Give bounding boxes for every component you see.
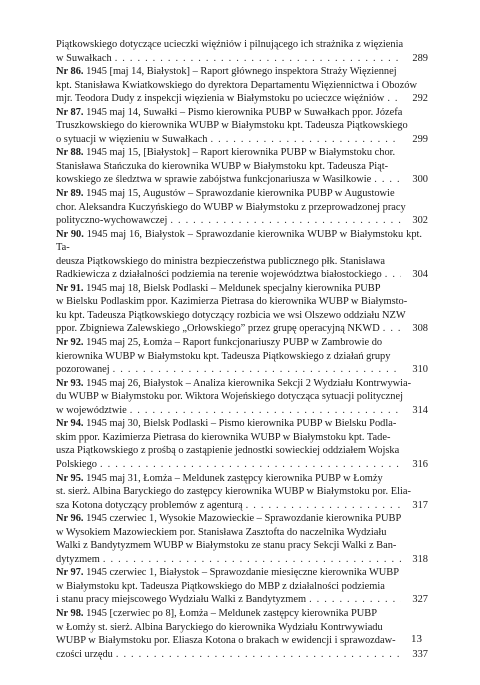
dot-leader (387, 92, 401, 106)
entry-text: pozorowanej (56, 364, 110, 376)
entry-page-number[interactable]: 304 (412, 269, 428, 281)
entry-text-line (56, 255, 422, 269)
entry-text-line (56, 228, 422, 255)
table-of-contents (56, 38, 428, 661)
entry-text-line (56, 201, 422, 215)
entry-text-line (56, 160, 422, 174)
entry-last-line (56, 322, 428, 336)
toc-entry[interactable] (56, 417, 428, 471)
entry-text: usza Piątkowskiego z prośbą o zastąpienie jednostki sowieckiej oddziałem Wojska (56, 445, 400, 457)
entry-page-number[interactable]: 318 (412, 553, 428, 565)
entry-text-line (56, 607, 422, 621)
entry-last-line (56, 133, 428, 147)
entry-last-line (56, 52, 428, 66)
entry-text: w województwie (56, 404, 127, 416)
entry-page-number[interactable]: 337 (412, 648, 428, 660)
entry-text-line (56, 621, 422, 635)
entry-text-line (56, 282, 422, 296)
entry-last-line (56, 173, 428, 187)
entry-text: o sytuacji w więzieniu w Suwałkach (56, 133, 208, 145)
entry-text-line (56, 295, 422, 309)
toc-entry[interactable] (56, 472, 428, 513)
entry-text: Polskiego (56, 458, 97, 470)
entry-text-line (56, 485, 422, 499)
entry-text: 1945 maj 16, Białystok – Sprawozdanie kierownika WUBP w Białymstoku kpt. Ta- (56, 228, 422, 254)
entry-page-number[interactable]: 327 (412, 594, 428, 606)
dot-leader (246, 499, 401, 513)
entry-text: WUBP w Białymstoku por. Eliasza Kotona o brakach w ewidencji i sprawozdaw- (56, 635, 396, 647)
toc-entry[interactable] (56, 228, 428, 282)
document-number: Nr 93. (56, 377, 84, 389)
entry-text: 1945 maj 14, Suwałki – Pismo kierownika PUBP w Suwałkach ppor. Józefa (86, 106, 403, 118)
entry-text-line (56, 566, 422, 580)
page-number: 13 (411, 633, 422, 645)
entry-text: w Suwałkach (56, 52, 112, 64)
entry-last-line (56, 553, 428, 567)
entry-text: 1945 maj 18, Bielsk Podlaski – Meldunek specjalny kierownika PUBP (86, 282, 381, 294)
entry-text-line (56, 512, 422, 526)
entry-last-line (56, 593, 428, 607)
entry-text-line (56, 539, 422, 553)
entry-last-line (56, 458, 428, 472)
entry-page-number[interactable]: 316 (412, 458, 428, 470)
entry-text-line (56, 417, 422, 431)
entry-text-line (56, 119, 422, 133)
entry-text: Stanisława Stańczuka do kierownika WUBP w Białymstoku kpt. Tadeusza Piąt- (56, 160, 389, 172)
entry-text: chor. Aleksandra Kuczyńskiego do WUBP w Białymstoku z przeprowadzonej pracy (56, 201, 406, 213)
dot-leader (309, 593, 401, 607)
entry-text: ppor. Zbigniewa Zalewskiego „Orłowskiego” przez grupę operacyjną NKWD (56, 323, 380, 335)
entry-page-number[interactable]: 314 (412, 404, 428, 416)
entry-page-number[interactable]: 289 (412, 52, 428, 64)
entry-text-line (56, 431, 422, 445)
entry-text-line (56, 106, 422, 120)
entry-text: Truszkowskiego do kierownika WUBP w Białymstoku kpt. Tadeusza Piątkowskiego (56, 120, 408, 132)
entry-text: 1945 maj 15, Augustów – Sprawozdanie kierownika PUBP w Augustowie (86, 188, 395, 200)
entry-text-line (56, 350, 422, 364)
dot-leader (103, 553, 401, 567)
document-number: Nr 88. (56, 147, 84, 159)
dot-leader (116, 648, 401, 662)
dot-leader (113, 363, 401, 377)
document-number: Nr 95. (56, 472, 84, 484)
dot-leader (100, 458, 401, 472)
toc-entry[interactable] (56, 377, 428, 418)
entry-text: polityczno-wychowawczej (56, 215, 168, 227)
entry-text-line (56, 65, 422, 79)
entry-text-line (56, 634, 422, 648)
toc-entry[interactable] (56, 38, 428, 65)
entry-last-line (56, 268, 428, 282)
entry-text: w Bielsku Podlaskim ppor. Kazimierza Pietrasa do kierownika WUBP w Białymsto- (56, 296, 408, 308)
entry-page-number[interactable]: 292 (412, 93, 428, 105)
entry-text: kierownika WUBP w Białymstoku kpt. Tadeusza Piątkowskiego z działań grupy (56, 350, 391, 362)
entry-text: Walki z Bandytyzmem WUBP w Białymstoku ze stanu pracy Sekcji Walki z Ban- (56, 540, 397, 552)
document-number: Nr 90. (56, 228, 84, 240)
entry-text: 1945 maj 31, Łomża – Meldunek zastępcy kierownika PUBP w Łomży (86, 472, 383, 484)
document-number: Nr 92. (56, 337, 84, 349)
entry-text-line (56, 377, 422, 391)
entry-text-line (56, 187, 422, 201)
entry-text: 1945 maj 30, Bielsk Podlaski – Pismo kierownika PUBP w Bielsku Podla- (86, 418, 397, 430)
entry-text: 1945 czerwiec 1, Białystok – Sprawozdanie miesięczne kierownika WUBP (86, 567, 400, 579)
entry-page-number[interactable]: 300 (412, 174, 428, 186)
toc-entry[interactable] (56, 566, 428, 607)
entry-text: dytyzmem (56, 553, 100, 565)
entry-text: 1945 maj 26, Białystok – Analiza kierownika Sekcji 2 Wydziału Kontrwywia- (86, 377, 412, 389)
entry-text: 1945 maj 25, Łomża – Raport funkcjonariuszy PUBP w Zambrowie do (86, 337, 383, 349)
toc-entry[interactable] (56, 512, 428, 566)
entry-page-number[interactable]: 308 (412, 323, 428, 335)
entry-last-line (56, 499, 428, 513)
entry-text-line (56, 309, 422, 323)
entry-text: w Łomży st. sierż. Albina Baryckiego do kierownika Wydziału Kontrwywiadu (56, 621, 383, 633)
toc-entry[interactable] (56, 187, 428, 228)
entry-text: deusza Piątkowskiego do ministra bezpieczeństwa publicznego płk. Stanisława (56, 255, 385, 267)
entry-text: 1945 czerwiec 1, Wysokie Mazowieckie – Sprawozdanie kierownika PUBP (86, 513, 402, 525)
dot-leader (170, 214, 401, 228)
entry-text: st. sierż. Albina Baryckiego do zastępcy kierownika WUBP w Białymstoku por. Elia- (56, 486, 411, 498)
document-number: Nr 96. (56, 513, 84, 525)
toc-entry[interactable] (56, 106, 428, 147)
document-number: Nr 87. (56, 106, 84, 118)
toc-entry[interactable] (56, 146, 428, 187)
entry-text-line (56, 38, 422, 52)
toc-entry[interactable] (56, 607, 428, 661)
dot-leader (130, 404, 401, 418)
dot-leader (385, 268, 401, 282)
dot-leader (115, 52, 401, 66)
entry-page-number[interactable]: 302 (412, 215, 428, 227)
entry-text-line (56, 79, 422, 93)
document-number: Nr 98. (56, 607, 84, 619)
entry-last-line (56, 214, 428, 228)
entry-text: sza Kotona dotyczący problemów z agenturą (56, 499, 243, 511)
entry-text-line (56, 472, 422, 486)
dot-leader (383, 322, 401, 336)
entry-last-line (56, 363, 428, 377)
document-number: Nr 94. (56, 418, 84, 430)
entry-text: kowskiego ze śledztwa w sprawie zabójstwa funkcjonariusza w Wasilkowie (56, 174, 372, 186)
entry-text: skim ppor. Kazimierza Pietrasa do kierownika WUBP w Białymstoku kpt. Tade- (56, 431, 391, 443)
entry-text: kpt. Stanisława Kwiatkowskiego do dyrektora Departamentu Więziennictwa i Obozów (56, 79, 417, 91)
entry-text: 1945 [czerwiec po 8], Łomża – Meldunek zastępcy kierownika PUBP (86, 607, 377, 619)
entry-page-number[interactable]: 310 (412, 364, 428, 376)
entry-text-line (56, 146, 422, 160)
toc-entry[interactable] (56, 336, 428, 377)
entry-text: 1945 maj 15, [Białystok] – Raport kierownika PUBP w Białymstoku chor. (86, 147, 396, 159)
entry-last-line (56, 92, 428, 106)
entry-text: 1945 [maj 14, Białystok] – Raport głównego inspektora Straży Więziennej (86, 66, 397, 78)
entry-text-line (56, 444, 422, 458)
entry-text: Radkiewicza z działalności podziemia na terenie województwa białostockiego (56, 269, 382, 281)
dot-leader (374, 173, 401, 187)
document-number: Nr 86. (56, 66, 84, 78)
document-number: Nr 89. (56, 188, 84, 200)
entry-text: Piątkowskiego dotyczące ucieczki więźniów i pilnującego ich strażnika z więzienia (56, 39, 404, 50)
entry-text: w Białymstoku kpt. Tadeusza Piątkowskiego do MBP z działalności podziemia (56, 580, 385, 592)
toc-entry[interactable] (56, 65, 428, 106)
entry-page-number[interactable]: 299 (412, 133, 428, 145)
entry-text: i stanu pracy miejscowego Wydziału Walki z Bandytyzmem (56, 594, 307, 606)
entry-text-line (56, 390, 422, 404)
entry-text: w Wysokiem Mazowieckiem por. Stanisława Zasztofta do naczelnika Wydziału (56, 526, 387, 538)
entry-text: du WUBP w Białymstoku por. Wiktora Wojeńskiego dotycząca sytuacji politycznej (56, 391, 403, 403)
entry-text: ku kpt. Tadeusza Piątkowskiego dotyczący rozbicia we wsi Olszewo oddziału NZW (56, 309, 406, 321)
entry-text-line (56, 580, 422, 594)
dot-leader (211, 133, 402, 147)
entry-page-number[interactable]: 317 (412, 499, 428, 511)
entry-text-line (56, 336, 422, 350)
entry-text: czości urzędu (56, 648, 113, 660)
entry-text-line (56, 526, 422, 540)
entry-last-line (56, 404, 428, 418)
document-number: Nr 97. (56, 567, 84, 579)
entry-last-line (56, 648, 428, 662)
entry-text: mjr. Teodora Dudy z inspekcji więzienia w Białymstoku po ucieczce więźniów (56, 93, 385, 105)
document-number: Nr 91. (56, 282, 84, 294)
toc-entry[interactable] (56, 282, 428, 336)
